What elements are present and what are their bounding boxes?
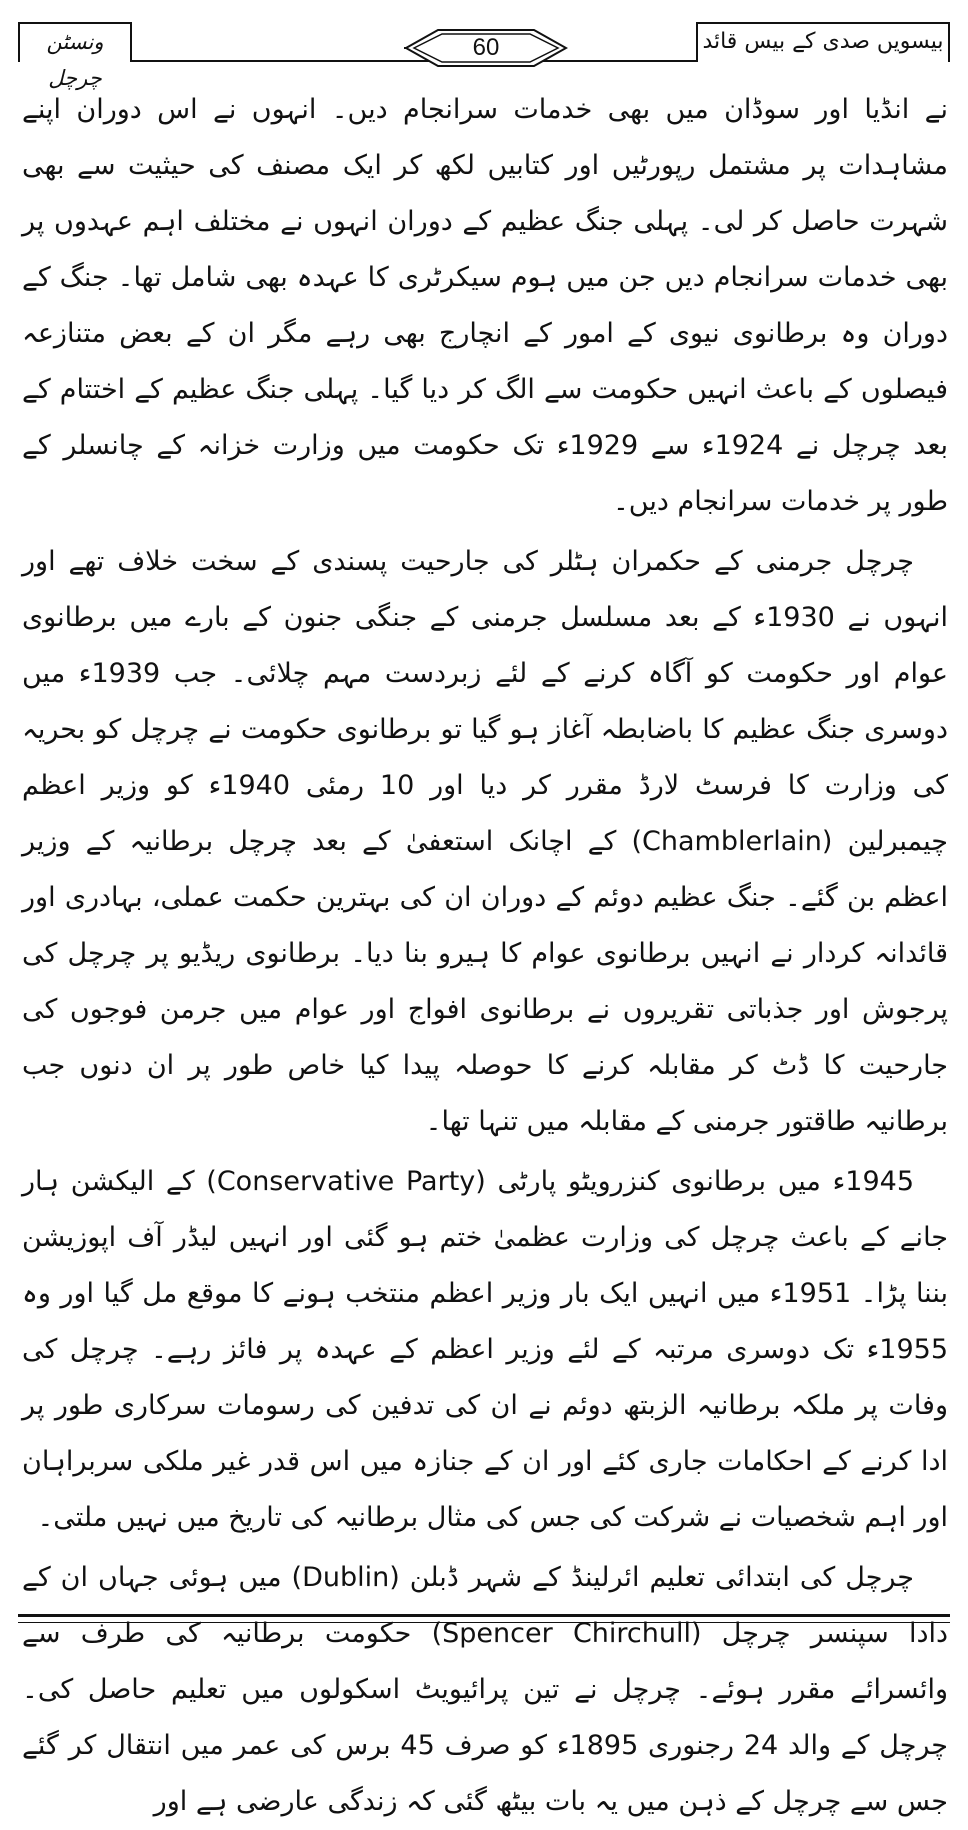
paragraph-1: نے انڈیا اور سوڈان میں بھی خدمات سرانجام دیں۔ انہوں نے اس دوران اپنے مشاہدات پر مشتمل رپورٹیں اور کتابیں لکھ کر ایک مصنف کی حیثیت سے بھی شہرت حاصل کر لی۔ پہلی جنگ عظیم کے دوران انہوں نے مختلف اہم عہدوں پر بھی خدمات سرانجام دیں جن میں ہوم سیکرٹری کا عہدہ بھی شامل تھا۔ جنگ کے دوران وہ برطانوی نیوی کے امور کے انچارج بھی رہے مگر ان کے بعض متنازعہ فیصلوں کے باعث انہیں حکومت سے الگ کر دیا گیا۔ پہلی جنگ عظیم کے اختتام کے بعد چرچل نے 1924ء سے 1929ء تک حکومت میں وزارت خزانہ کے چانسلر کے طور پر خدمات سرانجام دیں۔ (22, 94, 948, 517)
page-number-badge (404, 24, 568, 72)
book-title: بیسویں صدی کے بیس قائد (696, 22, 950, 62)
paragraph-3: 1945ء میں برطانوی کنزرویٹو پارٹی (Conservative Party) کے الیکشن ہار جانے کے باعث چرچل کی وزارت عظمیٰ ختم ہو گئی اور انہیں لیڈر آف اپوزیشن بننا پڑا۔ 1951ء میں انہیں ایک بار وزیر اعظم منتخب ہونے کا موقع مل گیا اور وہ 1955ء تک دوسری مرتبہ کے لئے وزیر اعظم کے عہدہ پر فائز رہے۔ چرچل کی وفات پر ملکہ برطانیہ الزبتھ دوئم نے ان کی تدفین کی رسومات سرکاری طور پر ادا کرنے کے احکامات جاری کئے اور ان کے جنازہ میں اس قدر غیر ملکی سربراہان اور اہم شخصیات نے شرکت کی جس کی مثال برطانیہ کی تاریخ میں نہیں ملتی۔ (22, 1166, 948, 1533)
paragraph-4: چرچل کی ابتدائی تعلیم ائرلینڈ کے شہر ڈبلن (Dublin) میں ہوئی جہاں ان کے دادا سپنسر چرچل (Spencer Chirchull) حکومت برطانیہ کی طرف سے وائسرائے مقرر ہوئے۔ چرچل نے تین پرائیویٹ اسکولوں میں تعلیم حاصل کی۔ چرچل کے والد 24 رجنوری 1895ء کو صرف 45 برس کی عمر میں انتقال کر گئے جس سے چرچل کے ذہن میں یہ بات بیٹھ گئی کہ زندگی عارضی ہے اور (22, 1562, 949, 1817)
footer-rule-thin (18, 1622, 950, 1623)
page-body (22, 82, 949, 1817)
page-number: 60 (472, 34, 500, 61)
footer-rule (18, 1614, 950, 1617)
page-header (18, 18, 950, 90)
chapter-title: ونسٹن چرچل (18, 22, 132, 62)
paragraph-2: چرچل جرمنی کے حکمران ہٹلر کی جارحیت پسندی کے سخت خلاف تھے اور انہوں نے 1930ء کے بعد مسلسل جرمنی کے جنگی جنون کے بارے میں برطانوی عوام اور حکومت کو آگاہ کرنے کے لئے زبردست مہم چلائی۔ جب 1939ء میں دوسری جنگ عظیم کا باضابطہ آغاز ہو گیا تو برطانوی حکومت نے چرچل کو بحریہ کی وزارت کا فرسٹ لارڈ مقرر کر دیا اور 10 رمئی 1940ء کو وزیر اعظم چیمبرلین (Chamblerlain) کے اچانک استعفیٰ کے بعد چرچل برطانیہ کے وزیر اعظم بن گئے۔ جنگ عظیم دوئم کے دوران ان کی بہترین حکمت عملی، بہادری اور قائدانہ کردار نے انہیں برطانوی عوام کا ہیرو بنا دیا۔ برطانوی ریڈیو پر چرچل کی پرجوش اور جذباتی تقریروں نے برطانوی افواج اور عوام میں جرمن فوجوں کی جارحیت کا ڈٹ کر مقابلہ کرنے کا حوصلہ پیدا کیا خاص طور پر ان دنوں جب برطانیہ طاقتور جرمنی کے مقابلہ میں تنہا تھا۔ (22, 546, 949, 1137)
